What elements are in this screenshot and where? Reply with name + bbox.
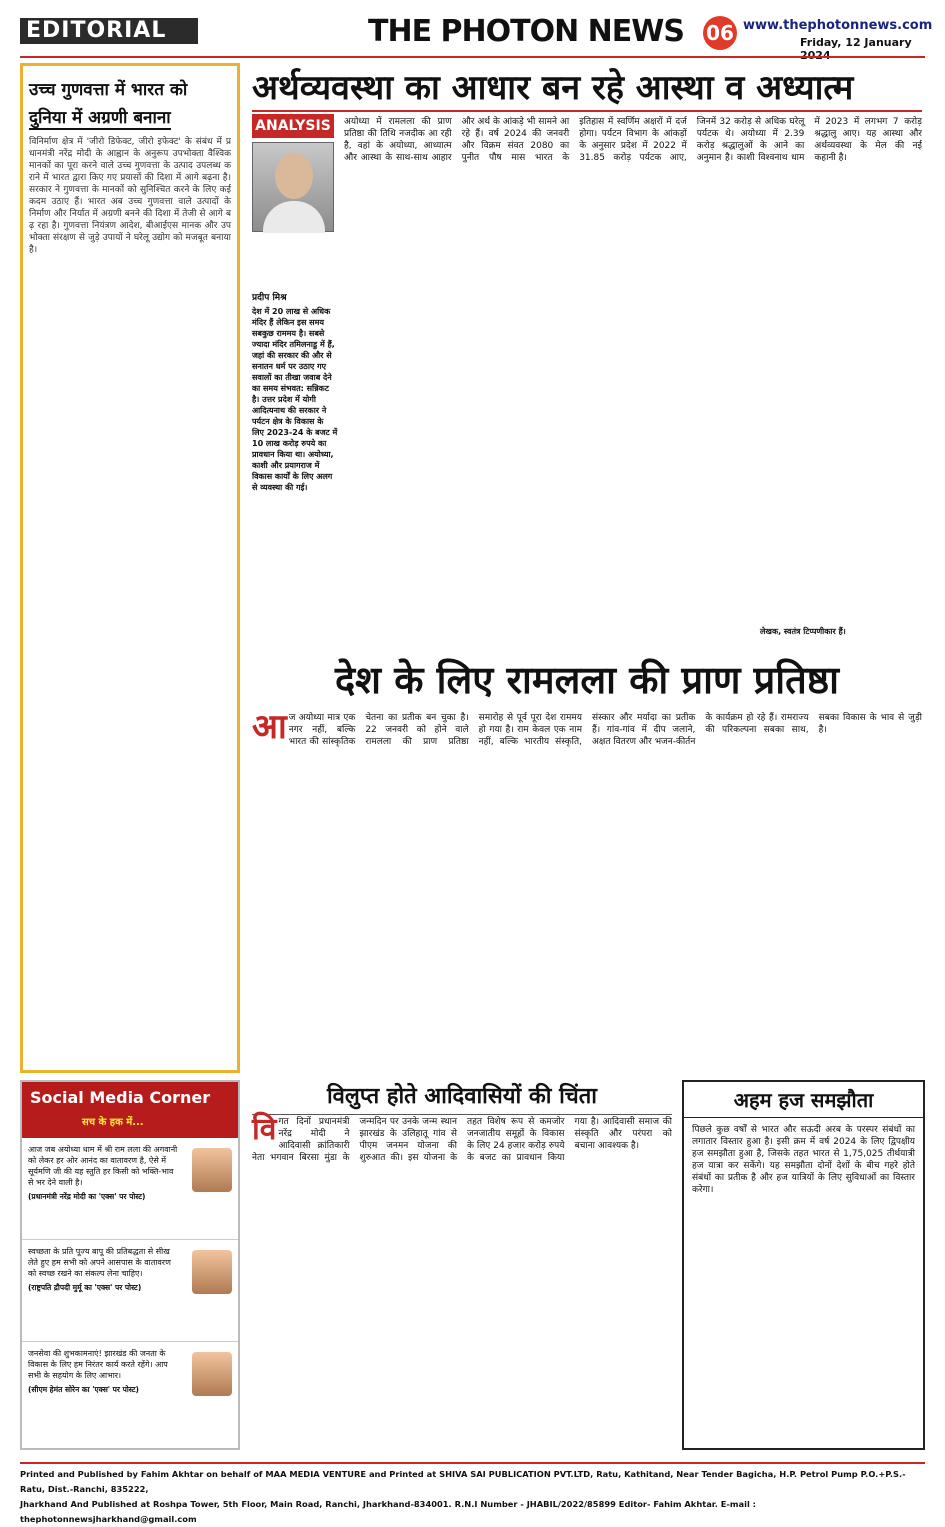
- left-article-title: [29, 76, 231, 132]
- main-intro-text: देश में 20 लाख से अधिक मंदिर हैं लेकिन इस समय सबकुछ राममय है। सबसे ज्यादा मंदिर तमिलनाडु में हैं, जहां की सरकार की और से सनातन धर्म पर उठाए गए सवालों का तीखा जवाब देने का समय संभवत: सन्निकट है। उत्तर प्रदेश में योगी आदित्यनाथ की सरकार ने पर्यटन क्षेत्र के विकास के लिए 2023-24 के बजट में 10 लाख करोड़ रुपये का प्रावधान किया था। अयोध्या, काशी और प्रयागराज में विकास कार्यों के लिए अलग से व्यवस्था की गई।: [252, 307, 338, 492]
- left-title-line1: उच्च गुणवत्ता में भारत को: [29, 80, 188, 100]
- third-drop-cap: वि: [252, 1112, 277, 1147]
- masthead: THE PHOTON NEWS: [368, 14, 684, 49]
- left-article: [20, 63, 240, 1073]
- section-label: EDITORIAL: [20, 18, 198, 44]
- left-title-line2: दुनिया में अग्रणी बनाना: [29, 108, 171, 128]
- second-body: [252, 707, 922, 1066]
- post-caption: (सीएम हेमंत सोरेन का 'एक्स' पर पोस्ट): [28, 1385, 139, 1394]
- imprint-footer: [20, 1462, 925, 1524]
- website-link[interactable]: www.thephotonnews.com: [743, 18, 933, 33]
- second-drop-cap: आ: [252, 707, 287, 747]
- author-name: प्रदीप मिश्र: [252, 293, 287, 303]
- right-article-body: पिछले कुछ वर्षों से भारत और सऊदी अरब के परस्पर संबंधों का लगातार विस्तार हुआ है। इसी क्रम में वर्ष 2024 के लिए द्विपक्षीय हज समझौता हुआ है, जिसके तहत भारत से 1,75,025 तीर्थयात्री हज यात्रा कर सकेंगे। यह समझौता दोनों देशों के बीच गहरे होते संबंधों का प्रतीक है और हज यात्रियों के लिए सुविधाओं का विस्तार करेगा।: [692, 1125, 915, 1195]
- post-text: जनसेवा की शुभकामनाएं! झारखंड की जनता के विकास के लिए हम निरंतर कार्य करते रहेंगे। आप सभी के सहयोग के लिए आभार।: [28, 1349, 168, 1380]
- social-media-header: [22, 1082, 238, 1138]
- third-body: [252, 1112, 672, 1450]
- social-media-corner: [20, 1080, 240, 1450]
- post-text: आज जब अयोध्या धाम में श्री राम लला की अगवानी को लेकर हर ओर आनंद का वातावरण है, ऐसे में सूर्यमणि जी की यह स्तुति हर किसी को भक्ति-भाव से भर देने वाली है।: [28, 1145, 178, 1187]
- main-intro: [252, 306, 338, 636]
- headline-rule: [252, 110, 922, 112]
- post-caption: (राष्ट्रपति द्रौपदी मुर्मू का 'एक्स' पर पोस्ट): [28, 1283, 142, 1292]
- third-body-text: गत दिनों प्रधानमंत्री नरेंद्र मोदी ने आदिवासी क्रांतिकारी नेता भगवान बिरसा मुंडा के जन्मदिन पर उनके जन्म स्थान झारखंड के उलिहातू गांव से पीएम जनमन योजना की शुरुआत की। इस योजना के तहत विशेष रूप से कमजोर जनजातीय समूहों के विकास के लिए 24 हजार करोड़ रुपये के बजट का प्रावधान किया गया है। आदिवासी समाज की संस्कृति और परंपरा को बचाना आवश्यक है।: [252, 1117, 672, 1163]
- header-rule: [20, 56, 925, 58]
- left-article-body: विनिर्माण क्षेत्र में 'जीरो डिफेक्ट, जीरो इफेक्ट' के संबंध में प्रधानमंत्री नरेंद्र मोदी के आह्वान के अनुरूप उपभोक्ता वैश्विक मानकों का पूरा करने वाले उच्च गुणवत्ता के उत्पाद उपलब्ध कराने में भारत द्वारा किए गए प्रयासों की दिशा में आगे बढ़ना है। सरकार ने गुणवत्ता के मानकों को सुनिश्चित करने के लिए कई कदम उठाए हैं। भारत अब उच्च गुणवत्ता वाले उत्पादों के निर्माण और निर्यात में अग्रणी बनने की दिशा में तेजी से आगे बढ़ रहा है। गुणवत्ता नियंत्रण आदेश, बीआईएस मानक और उपभोक्ता संरक्षण से जुड़े उपायों ने घरेलू उद्योग को मजबूत बनाया है।: [29, 137, 231, 255]
- imprint-line1: Printed and Published by Fahim Akhtar on behalf of MAA MEDIA VENTURE and Printed at SHIVA SAI PUBLICATION PVT.LTD, Ratu, Kathitand, Near Tender Bagicha, H.P. Petrol Pump P.O.+P.S.- Ratu, Dist.-Ranchi, 835222,: [20, 1469, 906, 1494]
- post-avatar: [192, 1148, 232, 1192]
- social-post: [22, 1240, 238, 1342]
- social-post: [22, 1138, 238, 1240]
- page-header: [0, 0, 945, 60]
- main-byline: लेखक, स्वतंत्र टिप्पणीकार हैं।: [760, 627, 846, 636]
- main-body: [344, 116, 922, 622]
- analysis-tag: ANALYSIS: [252, 114, 334, 138]
- post-caption: (प्रधानमंत्री नरेंद्र मोदी का 'एक्स' पर पोस्ट): [28, 1192, 146, 1201]
- post-avatar: [192, 1250, 232, 1294]
- author-face: [275, 153, 313, 199]
- social-media-title: Social Media Corner: [30, 1088, 211, 1107]
- main-body-text: अयोध्या में रामलला की प्राण प्रतिष्ठा की तिथि नजदीक आ रही है, वहां के अयोध्या, आध्यात्म और आस्था के साथ-साथ आहार और अर्थ के आंकड़े भी सामने आ रहे हैं। वर्ष 2024 की जनवरी और विक्रम संवत 2080 का पुनीत पौष मास भारत के इतिहास में स्वर्णिम अक्षरों में दर्ज होगा। पर्यटन विभाग के आंकड़ों के अनुसार प्रदेश में 2022 में 31.85 करोड़ पर्यटक आए, जिनमें 32 करोड़ से अधिक घरेलू पर्यटक थे। अयोध्या में 2.39 करोड़ श्रद्धालुओं के आने का अनुमान है। काशी विश्वनाथ धाम में 2023 में लगभग 7 करोड़ श्रद्धालु आए। यह आस्था और अर्थव्यवस्था के मेल की नई कहानी है।: [344, 117, 922, 163]
- post-avatar: [192, 1352, 232, 1396]
- imprint-line2: Jharkhand And Published at Roshpa Tower, 5th Floor, Main Road, Ranchi, Jharkhand-834001. R.N.I Number - JHABIL/2022/85899 Editor- Fahim Akhtar. E-mail : thephotonnewsjharkhand@gmail.com: [20, 1499, 756, 1524]
- post-text: स्वच्छता के प्रति पूज्य बापू की प्रतिबद्धता से सीख लेते हुए हम सभी को अपने आसपास के वातावरण को स्वच्छ रखने का संकल्प लेना चाहिए।: [28, 1247, 171, 1278]
- second-body-text: ज अयोध्या मात्र एक नगर नहीं, बल्कि भारत की सांस्कृतिक चेतना का प्रतीक बन चुका है। 22 जनवरी को होने वाले रामलला की प्राण प्रतिष्ठा समारोह से पूर्व पूरा देश राममय हो गया है। राम केवल एक नाम नहीं, बल्कि भारतीय संस्कृति, संस्कार और मर्यादा का प्रतीक हैं। गांव-गांव में दीप जलाने, अक्षत वितरण और भजन-कीर्तन के कार्यक्रम हो रहे हैं। रामराज्य की परिकल्पना सबका साथ, सबका विकास के भाव से जुड़ी है।: [288, 713, 922, 747]
- issue-date: Friday, 12 January: [800, 36, 912, 49]
- second-headline: देश के लिए रामलला की प्राण प्रतिष्ठा: [335, 658, 839, 702]
- third-headline: विलुप्त होते आदिवासियों की चिंता: [252, 1080, 672, 1115]
- main-headline: अर्थव्यवस्था का आधार बन रहे आस्था व अध्यात्म: [252, 68, 854, 108]
- page-number: 06: [703, 16, 737, 50]
- social-media-subtitle: सच के हक में...: [82, 1117, 144, 1128]
- author-photo: [252, 142, 334, 232]
- right-article-title: अहम हज समझौता: [684, 1082, 923, 1118]
- author-shirt: [263, 201, 325, 233]
- social-post: [22, 1342, 238, 1444]
- right-article: [682, 1080, 925, 1450]
